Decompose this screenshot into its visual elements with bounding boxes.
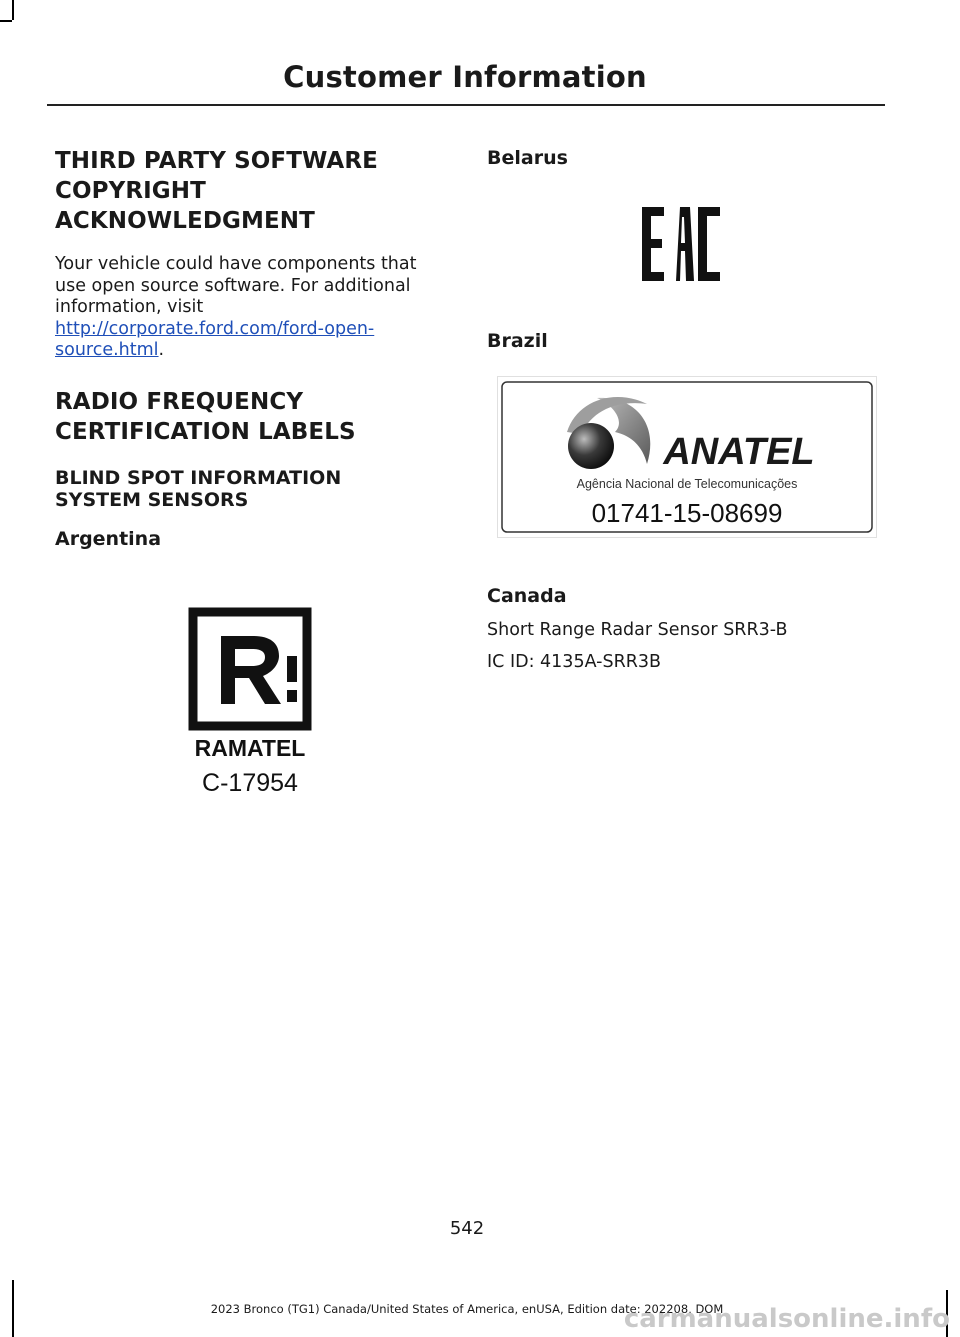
edition-note: 2023 Bronco (TG1) Canada/United States of America, enUSA, Edition date: 202208, DOM [210,1302,724,1316]
heading-line: ACKNOWLEDGMENT [55,208,315,234]
country-argentina: Argentina [55,527,162,550]
logo-letter-r [221,636,281,704]
anatel-sphere [568,423,614,469]
open-source-link[interactable]: http://corporate.ford.com/ford-open-source.html [55,318,375,360]
subheading-blind-spot [55,467,450,511]
canada-ic-id: IC ID: 4135A-SRR3B [487,651,662,672]
heading-radio-frequency [55,387,450,447]
heading-line: CERTIFICATION LABELS [55,418,356,445]
page-number: 542 [449,1218,485,1239]
header-divider [47,104,885,106]
country-belarus: Belarus [487,147,568,169]
paragraph-period: . [158,340,165,360]
heading-line: THIRD PARTY SOFTWARE [55,148,378,174]
anatel-agency: Agência Nacional de Telecomunicações [576,477,798,491]
heading-third-party-software [55,146,450,236]
paragraph-text: Your vehicle could have components that use open source software. For additional information, visit [55,254,417,317]
page-title: Customer Information [283,60,647,94]
logo-mark [287,690,297,702]
canada-sensor-text: Short Range Radar Sensor SRR3-B [487,620,788,640]
ramatel-logo [187,606,313,802]
subheading-line: BLIND SPOT INFORMATION [55,466,342,489]
subheading-line: SYSTEM SENSORS [55,488,249,511]
heading-line: RADIO FREQUENCY [55,388,304,415]
eac-mark-icon [642,207,720,281]
logo-mark [287,656,297,682]
eac-letter-a [676,207,694,281]
country-canada: Canada [487,585,567,607]
country-brazil: Brazil [487,330,548,352]
crop-mark [0,20,12,22]
eac-letter-e [642,207,664,281]
open-source-paragraph [55,254,450,362]
anatel-code: 01741-15-08699 [591,498,783,528]
anatel-certificate [497,376,877,538]
eac-letter-c [698,207,720,281]
left-column [55,146,450,551]
crop-mark [12,0,14,20]
ramatel-logo-text: RAMATEL [194,735,306,761]
anatel-name: ANATEL [663,431,815,473]
heading-line: COPYRIGHT [55,178,206,204]
ramatel-code: C-17954 [202,769,298,797]
watermark: carmanualsonline.info [623,1304,950,1334]
